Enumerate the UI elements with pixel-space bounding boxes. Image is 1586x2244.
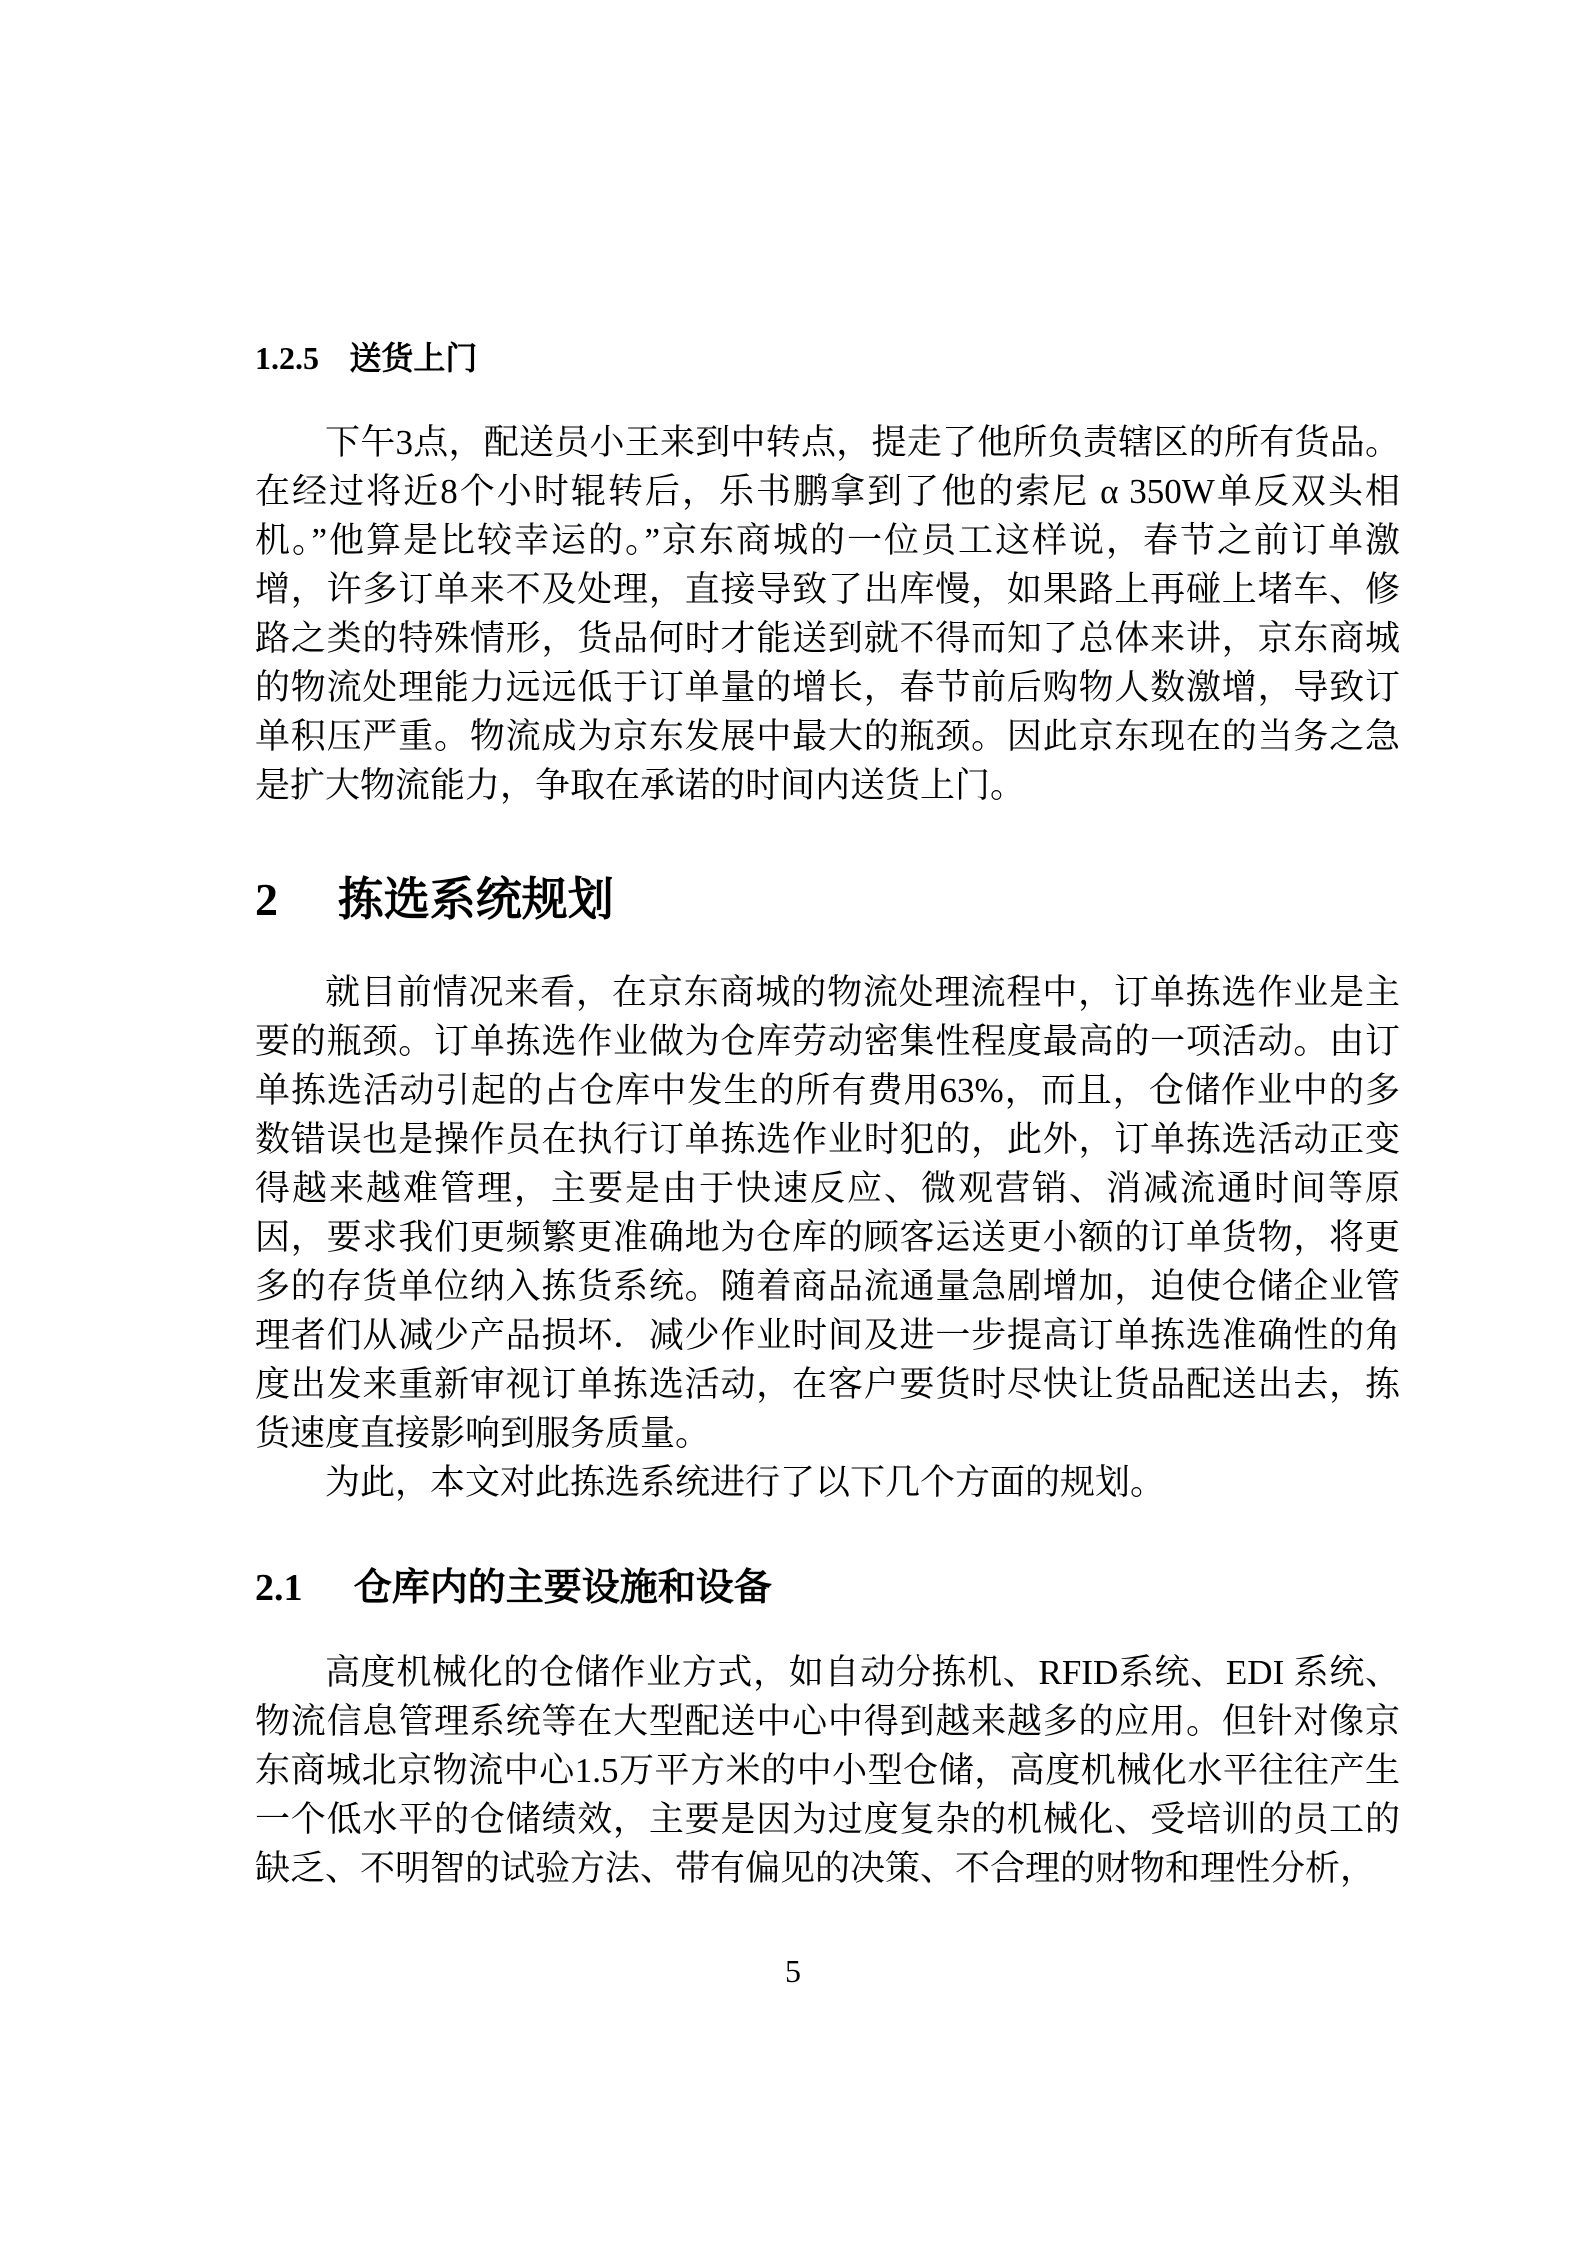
heading-subsection-2-1 [255, 1566, 1400, 1612]
section-title: 拣选系统规划 [337, 873, 614, 925]
paragraph-block-delivery [255, 418, 1400, 810]
heading-section-2 [255, 872, 1400, 927]
page-number: 5 [785, 1953, 801, 1989]
paragraph-block-picking-system [255, 968, 1400, 1507]
paragraph-mechanization: 高度机械化的仓储作业方式，如自动分拣机、RFID系统、EDI 系统、物流信息管理系统等在大型配送中心中得到越来越多的应用。但针对像京东商城北京物流中心1.5万平方米的中小型仓储，高度机械化水平往往产生一个低水平的仓储绩效，主要是因为过度复杂的机械化、受培训的员工的缺乏、不明智的试验方法、带有偏见的决策、不合理的财物和理性分析， [255, 1653, 1400, 1888]
paragraph-picking-bottleneck: 就目前情况来看，在京东商城的物流处理流程中，订单拣选作业是主要的瓶颈。订单拣选作业做为仓库劳动密集性程度最高的一项活动。由订单拣选活动引起的占仓库中发生的所有费用63%，而且，仓储作业中的多数错误也是操作员在执行订单拣选作业时犯的，此外，订单拣选活动正变得越来越难管理，主要是由于快速反应、微观营销、消减流通时间等原因，要求我们更频繁更准确地为仓库的顾客运送更小额的订单货物，将更多的存货单位纳入拣货系统。随着商品流通量急剧增加，迫使仓储企业管理者们从减少产品损坏．减少作业时间及进一步提高订单拣选准确性的角度出发来重新审视订单拣选活动，在客户要货时尽快让货品配送出去，拣货速度直接影响到服务质量。 [255, 973, 1400, 1453]
heading-subsubsection-1-2-5 [255, 338, 1400, 378]
paragraph-planning-intro: 为此，本文对此拣选系统进行了以下几个方面的规划。 [325, 1463, 1166, 1502]
section-title: 仓库内的主要设施和设备 [353, 1567, 772, 1609]
section-number: 2 [255, 874, 278, 925]
paragraph-block-warehouse-equipment [255, 1648, 1400, 1893]
section-number: 2.1 [255, 1567, 303, 1609]
section-number: 1.2.5 [255, 340, 319, 376]
paragraph-delivery-story: 下午3点，配送员小王来到中转点，提走了他所负责辖区的所有货品。在经过将近8个小时辊转后，乐书鹏拿到了他的索尼 α 350W单反双头相机。”他算是比较幸运的。”京东商城的一位员工这样说，春节之前订单激增，许多订单来不及处理，直接导致了出库慢，如果路上再碰上堵车、修路之类的特殊情形，货品何时才能送到就不得而知了总体来讲，京东商城的物流处理能力远远低于订单量的增长，春节前后购物人数激增，导致订单积压严重。物流成为京东发展中最大的瓶颈。因此京东现在的当务之急是扩大物流能力，争取在承诺的时间内送货上门。 [255, 423, 1400, 805]
section-title: 送货上门 [349, 340, 478, 376]
